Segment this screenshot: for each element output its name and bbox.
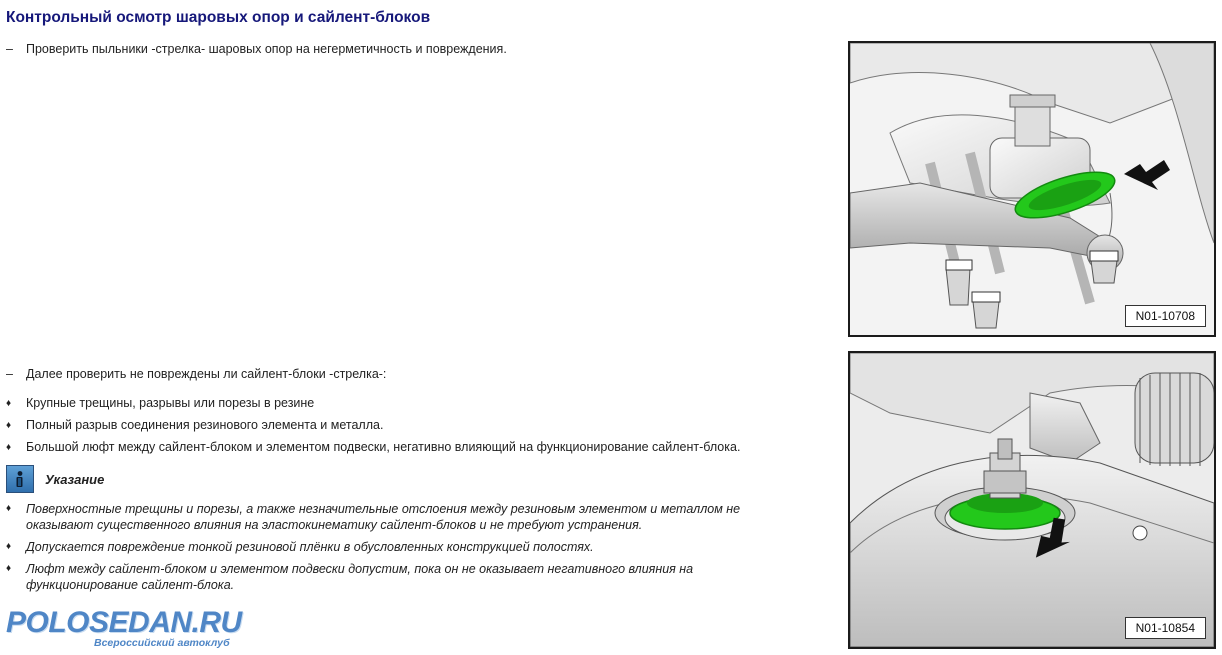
figure-ball-joint	[848, 41, 1216, 337]
step-check-bushings	[6, 367, 826, 381]
site-logo[interactable]	[6, 606, 242, 649]
bullet-icon: ♦	[6, 541, 12, 552]
bullet-icon: ♦	[6, 442, 12, 453]
list-item	[6, 501, 796, 533]
list-item	[6, 418, 826, 434]
list-item	[6, 539, 796, 555]
page-title: Контрольный осмотр шаровых опор и сайлент-блоков	[6, 9, 431, 26]
list-item-text: Допускается повреждение тонкой резиновой плёнки в обусловленных конструкцией полостях.	[26, 540, 594, 554]
step-dash: –	[6, 42, 13, 56]
bullet-icon: ♦	[6, 563, 12, 574]
step-check-boots	[6, 42, 826, 56]
note-header	[6, 465, 104, 493]
bullet-icon: ♦	[6, 420, 12, 431]
step-dash: –	[6, 367, 13, 381]
silent-block-illustration	[850, 353, 1214, 647]
info-icon	[6, 465, 34, 493]
ball-joint-illustration	[850, 43, 1214, 335]
list-item-text: Люфт между сайлент-блоком и элементом подвески допустим, пока он не оказывает негативного влияния на функционирование сайлент-блока.	[26, 562, 694, 592]
list-item	[6, 396, 826, 412]
list-item-text: Большой люфт между сайлент-блоком и элементом подвески, негативно влияющий на функционирование сайлент-блока.	[26, 440, 741, 454]
note-label: Указание	[45, 471, 105, 487]
list-item	[6, 561, 736, 593]
logo-subtitle: Всероссийский автоклуб	[94, 637, 230, 649]
bullet-icon: ♦	[6, 398, 12, 409]
figure-label: N01-10708	[1125, 305, 1206, 327]
logo-text: POLOSEDAN.RU	[6, 606, 242, 639]
list-item-text: Крупные трещины, разрывы или порезы в резине	[26, 396, 315, 410]
figure-label: N01-10854	[1125, 617, 1206, 639]
list-item-text: Поверхностные трещины и порезы, а также незначительные отслоения между резиновым элементом и металлом не оказывают существенного влияния на эластокинематику сайлент-блоков и не требуют устранения.	[26, 502, 741, 532]
list-item-text: Полный разрыв соединения резинового элемента и металла.	[26, 418, 384, 432]
step-text: Далее проверить не повреждены ли сайлент-блоки -стрелка-:	[26, 367, 387, 381]
step-text: Проверить пыльники -стрелка- шаровых опор на негерметичность и повреждения.	[26, 42, 507, 56]
bullet-icon: ♦	[6, 503, 12, 514]
list-item	[6, 440, 826, 456]
figure-silent-block	[848, 351, 1216, 649]
